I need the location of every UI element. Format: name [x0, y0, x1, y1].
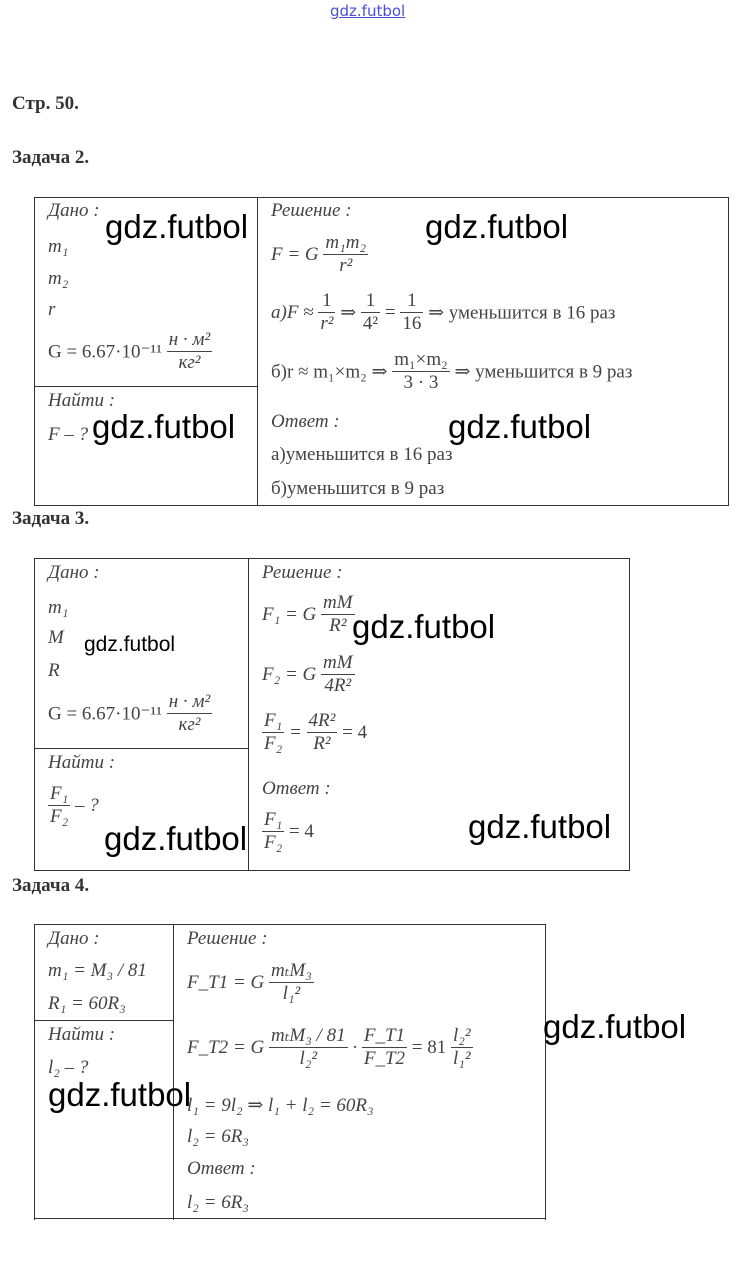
task3-find-den: F₂: [50, 805, 69, 827]
task3-answer: [262, 810, 314, 854]
task2-line-a-frac1-num: 1: [318, 291, 335, 313]
task3-f2-den: 4R²: [324, 674, 352, 696]
task3-f1-num: mM: [323, 592, 353, 613]
task2-line-b: [271, 350, 632, 394]
task3-f2: [262, 653, 355, 697]
task2-solution-label: Решение :: [271, 200, 352, 221]
task4-given-2: R₁ = 60R₃: [48, 993, 126, 1014]
task4-line4: l₂ = 6R₃: [187, 1126, 249, 1147]
task3-given-M: M: [48, 627, 64, 648]
watermark: gdz.futbol: [468, 808, 612, 845]
task4-find: l₂ – ?: [48, 1057, 89, 1078]
task3-given-m1: m₁: [48, 597, 69, 618]
task4-given-find-divider: [34, 1020, 174, 1021]
task3-find-suffix: – ?: [74, 794, 99, 816]
task3-given-find-divider: [34, 748, 249, 749]
task2-line-b-num: m₁×m₂: [394, 349, 448, 370]
task4-f2: F_T2 = G $\frac{\text{mₜM₃ / 81}}{\text{l₂²}}$ · $\frac{F\_T1}{F\_T2}$ = 81 $\frac{\text{l₂²}}{\text{l₁²}}$: [187, 1025, 471, 1069]
task3-find-num: F₁: [50, 783, 69, 804]
watermark: gdz.futbol: [105, 208, 249, 245]
watermark: gdz.futbol: [84, 633, 176, 656]
task3-divider: [248, 558, 249, 871]
watermark: gdz.futbol: [352, 608, 496, 645]
task4-line3: l₁ = 9l₂ ⇒ l₁ + l₂ = 60R₃: [187, 1095, 374, 1116]
task4-find-label: Найти :: [48, 1024, 116, 1045]
site-link[interactable]: gdz.futbol: [330, 2, 406, 20]
task2-line-b-result: ⇒ уменьшится в 9 раз: [454, 361, 633, 383]
task2-title: Задача 2.: [12, 147, 90, 168]
task2-g-constant: [48, 330, 212, 374]
task2-formula-lhs: F = G: [271, 243, 319, 265]
task3-ratio: $\frac{\text{F₁}}{\text{F₂}}$ = $\frac{\text{4R²}}{\text{R²}}$ = 4: [264, 710, 368, 754]
task4-bottom-border: [34, 1218, 546, 1219]
task4-f2-num: mₜM₃ / 81: [270, 1025, 346, 1046]
task2-line-a-frac2-den: 4²: [362, 312, 379, 334]
task3-f1-lhs: F₁ = G: [262, 603, 317, 625]
watermark: gdz.futbol: [425, 208, 569, 245]
task3-f2-num: mM: [323, 652, 353, 673]
task4-f2-rhs: = 81: [411, 1036, 447, 1058]
task4-f2-lhs: F_T2 = G: [187, 1036, 265, 1058]
task3-f1: [262, 593, 355, 637]
task3-answer-label: Ответ :: [262, 778, 331, 799]
task2-line-a-frac3-num: 1: [400, 291, 423, 313]
task3-answer-num: F₁: [264, 809, 283, 830]
task2-line-a: а)F ≈ $\frac{1}{\text{r²}}$ ⇒ $\frac{1}{\text{4²}}$ = $\frac{1}{16}$ ⇒ уменьшится в 16 раз: [271, 290, 616, 334]
task3-given-label: Дано :: [48, 562, 100, 583]
task3-g-units-num: н · м²: [168, 691, 211, 712]
task2-answer-b: б)уменьшится в 9 раз: [271, 478, 445, 499]
task3-g-value: G = 6.67·10⁻¹¹: [48, 703, 162, 725]
task3-answer-result: = 4: [288, 820, 314, 842]
task4-f2-mid-den: F_T2: [363, 1047, 406, 1069]
task4-f1-num: mₜM₃: [270, 960, 312, 981]
task2-g-units-num: н · м²: [168, 329, 211, 350]
task2-formula-den: r²: [339, 254, 353, 276]
task2-line-a-frac3-den: 16: [402, 312, 422, 334]
task2-line-a-frac2-num: 1: [361, 291, 380, 313]
task2-given-r: r: [48, 299, 56, 320]
task2-line-a-frac1-den: r²: [320, 312, 334, 334]
task4-divider: [173, 924, 174, 1220]
task4-f1: [187, 961, 314, 1005]
task2-find: F – ?: [48, 424, 89, 445]
task4-f1-den: l₁²: [282, 982, 301, 1004]
watermark: gdz.futbol: [448, 408, 592, 445]
task2-given-m1: m₁: [48, 236, 69, 257]
watermark: gdz.futbol: [48, 1076, 192, 1113]
task4-f2-den: l₂²: [299, 1047, 318, 1069]
task3-ratio-mid-num: 4R²: [308, 710, 336, 731]
task3-title: Задача 3.: [12, 508, 90, 529]
watermark: gdz.futbol: [104, 820, 248, 857]
task2-given-m2: m₂: [48, 268, 69, 289]
task4-f2-rhs-num: l₂²: [453, 1025, 471, 1046]
task3-answer-den: F₂: [264, 831, 283, 853]
task4-solution-label: Решение :: [187, 928, 268, 949]
task2-find-label: Найти :: [48, 390, 116, 411]
task3-find: [48, 784, 99, 828]
task3-ratio-den: F₂: [264, 732, 283, 754]
task2-formula-num: m₁m₂: [325, 232, 367, 253]
task2-given-find-divider: [34, 386, 258, 387]
task2-g-value: G = 6.67·10⁻¹¹: [48, 341, 162, 363]
task3-ratio-mid-den: R²: [313, 732, 331, 754]
task2-divider: [257, 197, 258, 506]
task4-f1-lhs: F_T1 = G: [187, 971, 265, 993]
task2-answer-label: Ответ :: [271, 411, 340, 432]
task4-given-1: m₁ = M₃ / 81: [48, 960, 147, 981]
task2-g-units-den: кг²: [178, 351, 201, 373]
page-heading: Стр. 50.: [12, 93, 79, 114]
task4-f2-rhs-den: l₁²: [453, 1047, 471, 1069]
task2-line-b-den: 3 · 3: [403, 371, 439, 393]
task3-given-R: R: [48, 660, 60, 681]
task3-f2-lhs: F₂ = G: [262, 663, 317, 685]
task2-formula: [271, 233, 368, 277]
task3-g-constant: [48, 692, 212, 736]
task3-ratio-result: = 4: [342, 721, 368, 743]
task3-find-label: Найти :: [48, 752, 116, 773]
task2-line-b-prefix: б)r ≈ m₁×m₂ ⇒: [271, 361, 388, 383]
task3-ratio-num: F₁: [264, 710, 283, 731]
task3-f1-den: R²: [329, 614, 347, 636]
task4-title: Задача 4.: [12, 875, 90, 896]
task4-f2-mid-num: F_T1: [363, 1025, 406, 1046]
task2-line-a-prefix: а)F ≈: [271, 301, 314, 323]
watermark: gdz.futbol: [92, 408, 236, 445]
task3-solution-label: Решение :: [262, 562, 343, 583]
task4-given-label: Дано :: [48, 928, 100, 949]
task2-line-a-result: ⇒ уменьшится в 16 раз: [428, 302, 616, 324]
task4-answer-label: Ответ :: [187, 1158, 256, 1179]
task2-given-label: Дано :: [48, 200, 100, 221]
task2-answer-a: а)уменьшится в 16 раз: [271, 444, 453, 465]
watermark: gdz.futbol: [543, 1008, 687, 1045]
task4-answer: l₂ = 6R₃: [187, 1192, 249, 1213]
task3-g-units-den: кг²: [178, 713, 201, 735]
